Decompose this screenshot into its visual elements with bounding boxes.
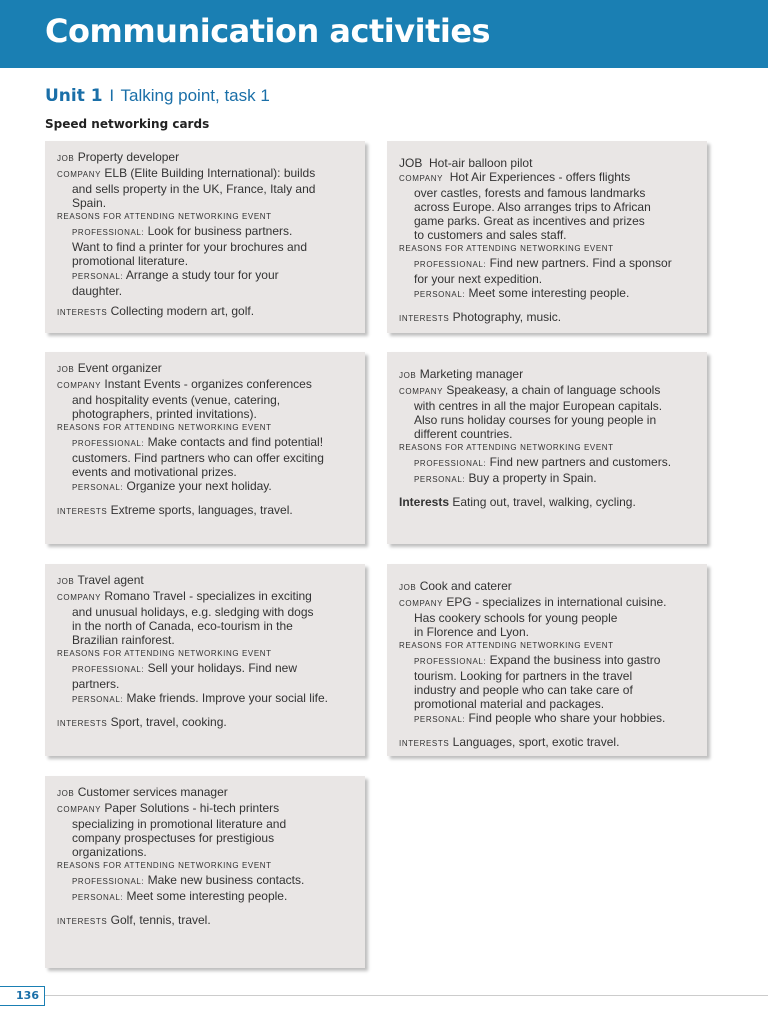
company-line: and hospitality events (venue, catering, xyxy=(72,393,281,407)
job-title: Customer services manager xyxy=(77,785,228,799)
professional-line: Find new partners. Find a sponsor xyxy=(489,256,672,270)
company-line: different countries. xyxy=(414,427,513,441)
professional-line: Make new business contacts. xyxy=(147,873,305,887)
job-label: JOB xyxy=(57,365,75,374)
personal-label: PERSONAL: xyxy=(72,483,124,492)
professional-label: PROFESSIONAL: xyxy=(414,260,487,269)
company-label: COMPANY xyxy=(57,170,102,179)
company-line: Paper Solutions - hi-tech printers xyxy=(104,801,280,815)
company-label: COMPANY xyxy=(57,593,102,602)
reasons-label: REASONS FOR ATTENDING NETWORKING EVENT xyxy=(57,212,272,221)
professional-label: PROFESSIONAL: xyxy=(72,228,145,237)
company-line: company prospectuses for prestigious xyxy=(72,831,275,845)
job-title: Travel agent xyxy=(77,573,144,587)
job-label: JOB xyxy=(399,371,417,380)
professional-label: PROFESSIONAL: xyxy=(72,877,145,886)
personal-line: Make friends. Improve your social life. xyxy=(126,691,328,705)
company-line: specializing in promotional literature and xyxy=(72,817,287,831)
personal-label: PERSONAL: xyxy=(72,893,124,902)
card-event-organizer xyxy=(45,352,365,544)
job-label: JOB xyxy=(399,156,423,170)
section-title: Speed networking cards xyxy=(45,117,210,131)
company-line: game parks. Great as incentives and prizes xyxy=(414,214,645,228)
company-label: COMPANY xyxy=(57,381,102,390)
professional-line: tourism. Looking for partners in the travel xyxy=(414,669,633,683)
personal-label: PERSONAL: xyxy=(414,715,466,724)
reasons-label: REASONS FOR ATTENDING NETWORKING EVENT xyxy=(399,641,614,650)
interests-value: Sport, travel, cooking. xyxy=(110,715,227,729)
personal-line: Buy a property in Spain. xyxy=(468,471,597,485)
card-marketing-manager xyxy=(387,352,707,544)
personal-line: Meet some interesting people. xyxy=(126,889,288,903)
company-label: COMPANY xyxy=(399,599,444,608)
professional-label: PROFESSIONAL: xyxy=(414,657,487,666)
interests-value: Photography, music. xyxy=(452,310,562,324)
interests-value: Golf, tennis, travel. xyxy=(110,913,211,927)
job-title: Marketing manager xyxy=(419,367,524,381)
personal-line: Meet some interesting people. xyxy=(468,286,630,300)
professional-line: partners. xyxy=(72,677,120,691)
reasons-label: REASONS FOR ATTENDING NETWORKING EVENT xyxy=(57,649,272,658)
interests-value: Eating out, travel, walking, cycling. xyxy=(452,495,636,509)
card-customer-services-manager xyxy=(45,776,365,968)
interests-label: INTERESTS xyxy=(399,314,450,323)
professional-line: Want to find a printer for your brochures and xyxy=(72,240,308,254)
personal-line: Arrange a study tour for your xyxy=(125,268,279,282)
personal-label: PERSONAL: xyxy=(72,272,124,281)
card-property-developer xyxy=(45,141,365,333)
personal-label: PERSONAL: xyxy=(414,290,466,299)
company-line: across Europe. Also arranges trips to African xyxy=(414,200,651,214)
job-title: Event organizer xyxy=(77,361,162,375)
job-label: JOB xyxy=(399,583,417,592)
company-label: COMPANY xyxy=(57,805,102,814)
unit-label: Unit 1 xyxy=(45,86,103,106)
card-cook-and-caterer xyxy=(387,564,707,756)
page-title: Communication activities xyxy=(45,12,491,50)
interests-label: INTERESTS xyxy=(57,917,108,926)
interests-value: Collecting modern art, golf. xyxy=(110,304,255,318)
professional-line: promotional literature. xyxy=(72,254,189,268)
interests-label: INTERESTS xyxy=(57,308,108,317)
interests-value: Extreme sports, languages, travel. xyxy=(110,503,293,517)
reasons-label: REASONS FOR ATTENDING NETWORKING EVENT xyxy=(57,861,272,870)
header-banner xyxy=(0,0,768,68)
company-line: Instant Events - organizes conferences xyxy=(104,377,312,391)
company-line: Romano Travel - specializes in exciting xyxy=(104,589,312,603)
company-line: in Florence and Lyon. xyxy=(414,625,529,639)
company-line: in the north of Canada, eco-tourism in the xyxy=(72,619,293,633)
unit-subtitle: Talking point, task 1 xyxy=(120,86,270,105)
job-title: Property developer xyxy=(77,150,180,164)
job-label: JOB xyxy=(57,577,75,586)
professional-line: Find new partners and customers. xyxy=(489,455,672,469)
company-line: Has cookery schools for young people xyxy=(414,611,618,625)
professional-line: Make contacts and find potential! xyxy=(147,435,324,449)
professional-line: Expand the business into gastro xyxy=(489,653,661,667)
company-line: ELB (Elite Building International): builds xyxy=(104,166,316,180)
card-travel-agent xyxy=(45,564,365,756)
professional-label: PROFESSIONAL: xyxy=(72,439,145,448)
company-line: Speakeasy, a chain of language schools xyxy=(446,383,661,397)
interests-label: INTERESTS xyxy=(57,719,108,728)
card-hot-air-balloon-pilot xyxy=(387,141,707,333)
page-number: 136 xyxy=(0,986,45,1006)
company-line: Brazilian rainforest. xyxy=(72,633,175,647)
job-label: JOB xyxy=(57,154,75,163)
professional-line: promotional material and packages. xyxy=(414,697,605,711)
interests-label: INTERESTS xyxy=(399,739,450,748)
professional-line: events and motivational prizes. xyxy=(72,465,237,479)
professional-line: for your next expedition. xyxy=(414,272,543,286)
professional-line: Look for business partners. xyxy=(147,224,293,238)
company-line: Hot Air Experiences - offers flights xyxy=(449,170,631,184)
company-label: COMPANY xyxy=(399,174,444,183)
company-label: COMPANY xyxy=(399,387,444,396)
professional-line: industry and people who can take care of xyxy=(414,683,633,697)
unit-heading xyxy=(45,86,270,106)
footer-divider xyxy=(0,995,768,996)
personal-label: PERSONAL: xyxy=(72,695,124,704)
company-line: to customers and sales staff. xyxy=(414,228,567,242)
interests-label: Interests xyxy=(399,495,450,509)
reasons-label: REASONS FOR ATTENDING NETWORKING EVENT xyxy=(399,244,614,253)
job-title: Cook and caterer xyxy=(419,579,512,593)
company-line: over castles, forests and famous landmarks xyxy=(414,186,646,200)
interests-value: Languages, sport, exotic travel. xyxy=(452,735,620,749)
company-line: and unusual holidays, e.g. sledging with dogs xyxy=(72,605,314,619)
professional-label: PROFESSIONAL: xyxy=(414,459,487,468)
company-line: photographers, printed invitations). xyxy=(72,407,257,421)
professional-line: customers. Find partners who can offer exciting xyxy=(72,451,324,465)
personal-label: PERSONAL: xyxy=(414,475,466,484)
company-line: Also runs holiday courses for young people in xyxy=(414,413,657,427)
company-line: Spain. xyxy=(72,196,107,210)
company-line: with centres in all the major European capitals. xyxy=(414,399,663,413)
interests-label: INTERESTS xyxy=(57,507,108,516)
job-title: Hot-air balloon pilot xyxy=(429,156,533,170)
professional-label: PROFESSIONAL: xyxy=(72,665,145,674)
company-line: organizations. xyxy=(72,845,147,859)
personal-line: daughter. xyxy=(72,284,123,298)
company-line: EPG - specializes in international cuisine. xyxy=(446,595,667,609)
job-label: JOB xyxy=(57,789,75,798)
reasons-label: REASONS FOR ATTENDING NETWORKING EVENT xyxy=(57,423,272,432)
reasons-label: REASONS FOR ATTENDING NETWORKING EVENT xyxy=(399,443,614,452)
unit-separator: I xyxy=(109,86,115,105)
professional-line: Sell your holidays. Find new xyxy=(147,661,298,675)
personal-line: Find people who share your hobbies. xyxy=(468,711,666,725)
company-line: and sells property in the UK, France, Italy and xyxy=(72,182,316,196)
personal-line: Organize your next holiday. xyxy=(126,479,272,493)
